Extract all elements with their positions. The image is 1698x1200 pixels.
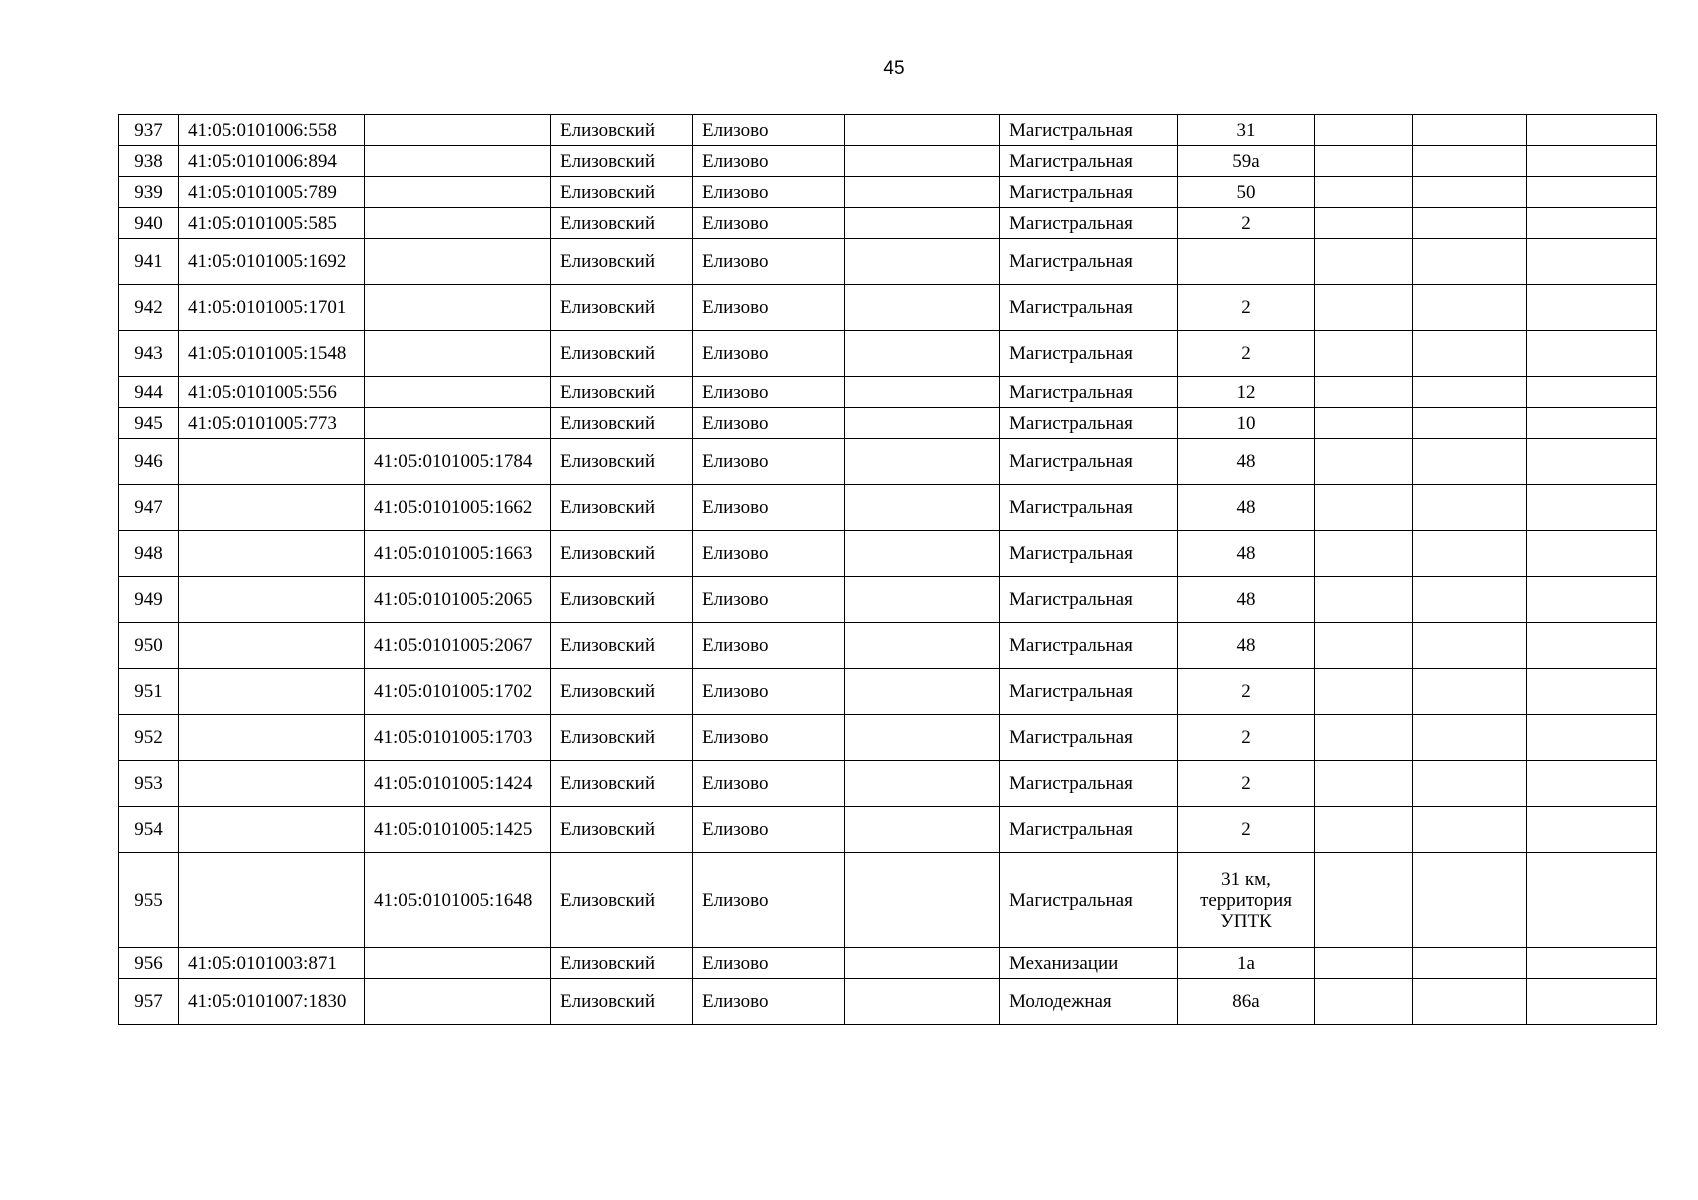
empty-cell: [1413, 531, 1527, 577]
settlement-cell: Елизово: [693, 807, 845, 853]
table-row: [119, 669, 1657, 715]
empty-cell: [845, 239, 1000, 285]
house-cell: 2: [1178, 331, 1315, 377]
empty-cell: [1413, 623, 1527, 669]
empty-cell: [1527, 669, 1657, 715]
table-row: [119, 807, 1657, 853]
empty-cell: [1413, 807, 1527, 853]
empty-cell: [1413, 408, 1527, 439]
page-number: 45: [883, 58, 905, 79]
row-number: 946: [119, 439, 179, 485]
cadastral-number-cell: 41:05:0101005:1703: [365, 715, 551, 761]
empty-cell: [1527, 979, 1657, 1025]
empty-cell: [1315, 208, 1413, 239]
settlement-cell: Елизово: [693, 715, 845, 761]
empty-cell: [1413, 285, 1527, 331]
table-row: [119, 115, 1657, 146]
street-cell: Магистральная: [1000, 115, 1178, 146]
empty-cell: [845, 623, 1000, 669]
empty-cell: [1413, 715, 1527, 761]
table-row: [119, 531, 1657, 577]
house-cell: 48: [1178, 577, 1315, 623]
empty-cell: [1315, 485, 1413, 531]
empty-cell: [1315, 577, 1413, 623]
district-cell: Елизовский: [551, 408, 693, 439]
house-cell: 1а: [1178, 948, 1315, 979]
house-cell: 48: [1178, 531, 1315, 577]
empty-cell: [845, 853, 1000, 948]
empty-cell: [1527, 577, 1657, 623]
cadastral-number-cell: 41:05:0101005:2065: [365, 577, 551, 623]
district-cell: Елизовский: [551, 948, 693, 979]
empty-cell: [1527, 331, 1657, 377]
empty-cell: [1315, 377, 1413, 408]
table-row: [119, 761, 1657, 807]
empty-cell: [1413, 115, 1527, 146]
cadastral-number-cell: [365, 285, 551, 331]
empty-cell: [1315, 177, 1413, 208]
settlement-cell: Елизово: [693, 146, 845, 177]
cadastral-number-cell: [365, 377, 551, 408]
street-cell: Магистральная: [1000, 177, 1178, 208]
empty-cell: [845, 761, 1000, 807]
settlement-cell: Елизово: [693, 331, 845, 377]
house-cell: 2: [1178, 208, 1315, 239]
empty-cell: [1315, 285, 1413, 331]
street-cell: Молодежная: [1000, 979, 1178, 1025]
district-cell: Елизовский: [551, 177, 693, 208]
cadastral-number-cell: [179, 853, 365, 948]
street-cell: Магистральная: [1000, 531, 1178, 577]
settlement-cell: Елизово: [693, 979, 845, 1025]
district-cell: Елизовский: [551, 485, 693, 531]
table-row: [119, 208, 1657, 239]
settlement-cell: Елизово: [693, 531, 845, 577]
empty-cell: [1413, 439, 1527, 485]
cadastral-number-cell: [179, 485, 365, 531]
settlement-cell: Елизово: [693, 853, 845, 948]
empty-cell: [1527, 761, 1657, 807]
cadastral-number-cell: 41:05:0101006:894: [179, 146, 365, 177]
empty-cell: [1413, 761, 1527, 807]
empty-cell: [1527, 285, 1657, 331]
empty-cell: [1315, 853, 1413, 948]
empty-cell: [845, 577, 1000, 623]
empty-cell: [1527, 853, 1657, 948]
house-cell: 59а: [1178, 146, 1315, 177]
house-cell: 12: [1178, 377, 1315, 408]
row-number: 956: [119, 948, 179, 979]
row-number: 955: [119, 853, 179, 948]
table-row: [119, 331, 1657, 377]
cadastral-number-cell: 41:05:0101005:1702: [365, 669, 551, 715]
district-cell: Елизовский: [551, 761, 693, 807]
street-cell: Магистральная: [1000, 208, 1178, 239]
table-row: [119, 715, 1657, 761]
settlement-cell: Елизово: [693, 577, 845, 623]
empty-cell: [1527, 531, 1657, 577]
row-number: 951: [119, 669, 179, 715]
district-cell: Елизовский: [551, 439, 693, 485]
settlement-cell: Елизово: [693, 208, 845, 239]
empty-cell: [1413, 669, 1527, 715]
empty-cell: [1413, 146, 1527, 177]
empty-cell: [1315, 239, 1413, 285]
empty-cell: [845, 377, 1000, 408]
district-cell: Елизовский: [551, 715, 693, 761]
street-cell: Магистральная: [1000, 408, 1178, 439]
row-number: 938: [119, 146, 179, 177]
row-number: 945: [119, 408, 179, 439]
settlement-cell: Елизово: [693, 377, 845, 408]
settlement-cell: Елизово: [693, 408, 845, 439]
empty-cell: [1315, 669, 1413, 715]
district-cell: Елизовский: [551, 377, 693, 408]
empty-cell: [1315, 115, 1413, 146]
table-row: [119, 285, 1657, 331]
empty-cell: [1315, 439, 1413, 485]
cadastral-number-cell: [365, 146, 551, 177]
settlement-cell: Елизово: [693, 948, 845, 979]
table-row: [119, 623, 1657, 669]
empty-cell: [1315, 715, 1413, 761]
cadastral-number-cell: 41:05:0101005:1424: [365, 761, 551, 807]
settlement-cell: Елизово: [693, 485, 845, 531]
cadastral-number-cell: 41:05:0101003:871: [179, 948, 365, 979]
settlement-cell: Елизово: [693, 669, 845, 715]
street-cell: Магистральная: [1000, 623, 1178, 669]
empty-cell: [1527, 807, 1657, 853]
district-cell: Елизовский: [551, 531, 693, 577]
cadastral-number-cell: [179, 715, 365, 761]
house-cell: 48: [1178, 439, 1315, 485]
empty-cell: [845, 331, 1000, 377]
row-number: 943: [119, 331, 179, 377]
empty-cell: [1527, 485, 1657, 531]
empty-cell: [845, 115, 1000, 146]
empty-cell: [845, 531, 1000, 577]
empty-cell: [1527, 408, 1657, 439]
row-number: 942: [119, 285, 179, 331]
empty-cell: [845, 285, 1000, 331]
row-number: 950: [119, 623, 179, 669]
cadastral-number-cell: [365, 239, 551, 285]
row-number: 940: [119, 208, 179, 239]
street-cell: Магистральная: [1000, 485, 1178, 531]
district-cell: Елизовский: [551, 146, 693, 177]
empty-cell: [1315, 623, 1413, 669]
empty-cell: [845, 807, 1000, 853]
empty-cell: [845, 208, 1000, 239]
district-cell: Елизовский: [551, 208, 693, 239]
empty-cell: [1413, 979, 1527, 1025]
empty-cell: [845, 979, 1000, 1025]
table-row: [119, 239, 1657, 285]
empty-cell: [845, 948, 1000, 979]
empty-cell: [1413, 177, 1527, 208]
district-cell: Елизовский: [551, 669, 693, 715]
empty-cell: [845, 669, 1000, 715]
empty-cell: [1527, 208, 1657, 239]
empty-cell: [1527, 239, 1657, 285]
empty-cell: [1315, 807, 1413, 853]
settlement-cell: Елизово: [693, 177, 845, 208]
house-cell: 2: [1178, 807, 1315, 853]
row-number: 941: [119, 239, 179, 285]
cadastral-number-cell: 41:05:0101005:2067: [365, 623, 551, 669]
street-cell: Магистральная: [1000, 439, 1178, 485]
cadastral-number-cell: [179, 761, 365, 807]
empty-cell: [1413, 948, 1527, 979]
house-cell: 2: [1178, 715, 1315, 761]
cadastral-number-cell: 41:05:0101005:1662: [365, 485, 551, 531]
house-cell: 10: [1178, 408, 1315, 439]
empty-cell: [1315, 531, 1413, 577]
district-cell: Елизовский: [551, 239, 693, 285]
empty-cell: [1527, 115, 1657, 146]
settlement-cell: Елизово: [693, 285, 845, 331]
district-cell: Елизовский: [551, 331, 693, 377]
row-number: 947: [119, 485, 179, 531]
empty-cell: [845, 485, 1000, 531]
empty-cell: [1315, 979, 1413, 1025]
cadastral-number-cell: [365, 331, 551, 377]
empty-cell: [1413, 331, 1527, 377]
cadastral-number-cell: [179, 807, 365, 853]
house-cell: 50: [1178, 177, 1315, 208]
row-number: 937: [119, 115, 179, 146]
table-row: [119, 177, 1657, 208]
empty-cell: [845, 146, 1000, 177]
empty-cell: [1527, 377, 1657, 408]
house-cell: 31: [1178, 115, 1315, 146]
house-cell: 2: [1178, 285, 1315, 331]
cadastral-number-cell: 41:05:0101005:1692: [179, 239, 365, 285]
empty-cell: [1527, 948, 1657, 979]
cadastral-number-cell: 41:05:0101005:585: [179, 208, 365, 239]
table-row: [119, 439, 1657, 485]
row-number: 944: [119, 377, 179, 408]
empty-cell: [845, 715, 1000, 761]
empty-cell: [1413, 377, 1527, 408]
table-row: [119, 979, 1657, 1025]
house-cell: 31 км, территория УПТК: [1178, 853, 1315, 948]
house-cell: 2: [1178, 761, 1315, 807]
cadastral-number-cell: 41:05:0101005:1663: [365, 531, 551, 577]
street-cell: Магистральная: [1000, 807, 1178, 853]
house-cell: 48: [1178, 485, 1315, 531]
settlement-cell: Елизово: [693, 439, 845, 485]
row-number: 957: [119, 979, 179, 1025]
settlement-cell: Елизово: [693, 115, 845, 146]
empty-cell: [1527, 623, 1657, 669]
street-cell: Магистральная: [1000, 577, 1178, 623]
street-cell: Магистральная: [1000, 239, 1178, 285]
empty-cell: [845, 177, 1000, 208]
empty-cell: [1413, 577, 1527, 623]
table-row: [119, 408, 1657, 439]
cadastral-number-cell: [179, 669, 365, 715]
empty-cell: [1527, 715, 1657, 761]
street-cell: Магистральная: [1000, 331, 1178, 377]
district-cell: Елизовский: [551, 115, 693, 146]
row-number: 948: [119, 531, 179, 577]
district-cell: Елизовский: [551, 577, 693, 623]
district-cell: Елизовский: [551, 807, 693, 853]
empty-cell: [1315, 146, 1413, 177]
cadastral-number-cell: [365, 979, 551, 1025]
cadastral-number-cell: [365, 408, 551, 439]
district-cell: Елизовский: [551, 285, 693, 331]
cadastral-number-cell: 41:05:0101005:773: [179, 408, 365, 439]
cadastral-number-cell: 41:05:0101005:1425: [365, 807, 551, 853]
empty-cell: [1527, 146, 1657, 177]
cadastral-number-cell: [365, 177, 551, 208]
settlement-cell: Елизово: [693, 761, 845, 807]
cadastral-number-cell: 41:05:0101005:1784: [365, 439, 551, 485]
house-cell: 86а: [1178, 979, 1315, 1025]
empty-cell: [1413, 485, 1527, 531]
table-row: [119, 577, 1657, 623]
settlement-cell: Елизово: [693, 239, 845, 285]
cadastral-number-cell: [179, 623, 365, 669]
district-cell: Елизовский: [551, 979, 693, 1025]
empty-cell: [1527, 177, 1657, 208]
street-cell: Механизации: [1000, 948, 1178, 979]
row-number: 939: [119, 177, 179, 208]
empty-cell: [845, 439, 1000, 485]
row-number: 953: [119, 761, 179, 807]
empty-cell: [1315, 331, 1413, 377]
house-cell: 48: [1178, 623, 1315, 669]
empty-cell: [1413, 208, 1527, 239]
empty-cell: [1527, 439, 1657, 485]
street-cell: Магистральная: [1000, 853, 1178, 948]
cadastral-number-cell: [179, 439, 365, 485]
table-row: [119, 377, 1657, 408]
empty-cell: [1315, 761, 1413, 807]
cadastral-number-cell: [365, 208, 551, 239]
row-number: 954: [119, 807, 179, 853]
empty-cell: [845, 408, 1000, 439]
registry-table: [118, 114, 1657, 1025]
street-cell: Магистральная: [1000, 377, 1178, 408]
row-number: 949: [119, 577, 179, 623]
cadastral-number-cell: [365, 115, 551, 146]
cadastral-number-cell: 41:05:0101005:789: [179, 177, 365, 208]
cadastral-number-cell: 41:05:0101006:558: [179, 115, 365, 146]
empty-cell: [1315, 408, 1413, 439]
street-cell: Магистральная: [1000, 761, 1178, 807]
cadastral-number-cell: [179, 531, 365, 577]
cadastral-number-cell: 41:05:0101005:1701: [179, 285, 365, 331]
street-cell: Магистральная: [1000, 669, 1178, 715]
table-row: [119, 853, 1657, 948]
settlement-cell: Елизово: [693, 623, 845, 669]
table-row: [119, 485, 1657, 531]
district-cell: Елизовский: [551, 623, 693, 669]
cadastral-number-cell: [365, 948, 551, 979]
empty-cell: [1413, 853, 1527, 948]
district-cell: Елизовский: [551, 853, 693, 948]
empty-cell: [1413, 239, 1527, 285]
row-number: 952: [119, 715, 179, 761]
street-cell: Магистральная: [1000, 285, 1178, 331]
cadastral-number-cell: 41:05:0101005:1648: [365, 853, 551, 948]
street-cell: Магистральная: [1000, 715, 1178, 761]
empty-cell: [1315, 948, 1413, 979]
table-row: [119, 146, 1657, 177]
cadastral-number-cell: 41:05:0101005:1548: [179, 331, 365, 377]
street-cell: Магистральная: [1000, 146, 1178, 177]
table-row: [119, 948, 1657, 979]
house-cell: [1178, 239, 1315, 285]
house-cell: 2: [1178, 669, 1315, 715]
cadastral-number-cell: [179, 577, 365, 623]
cadastral-number-cell: 41:05:0101005:556: [179, 377, 365, 408]
cadastral-number-cell: 41:05:0101007:1830: [179, 979, 365, 1025]
